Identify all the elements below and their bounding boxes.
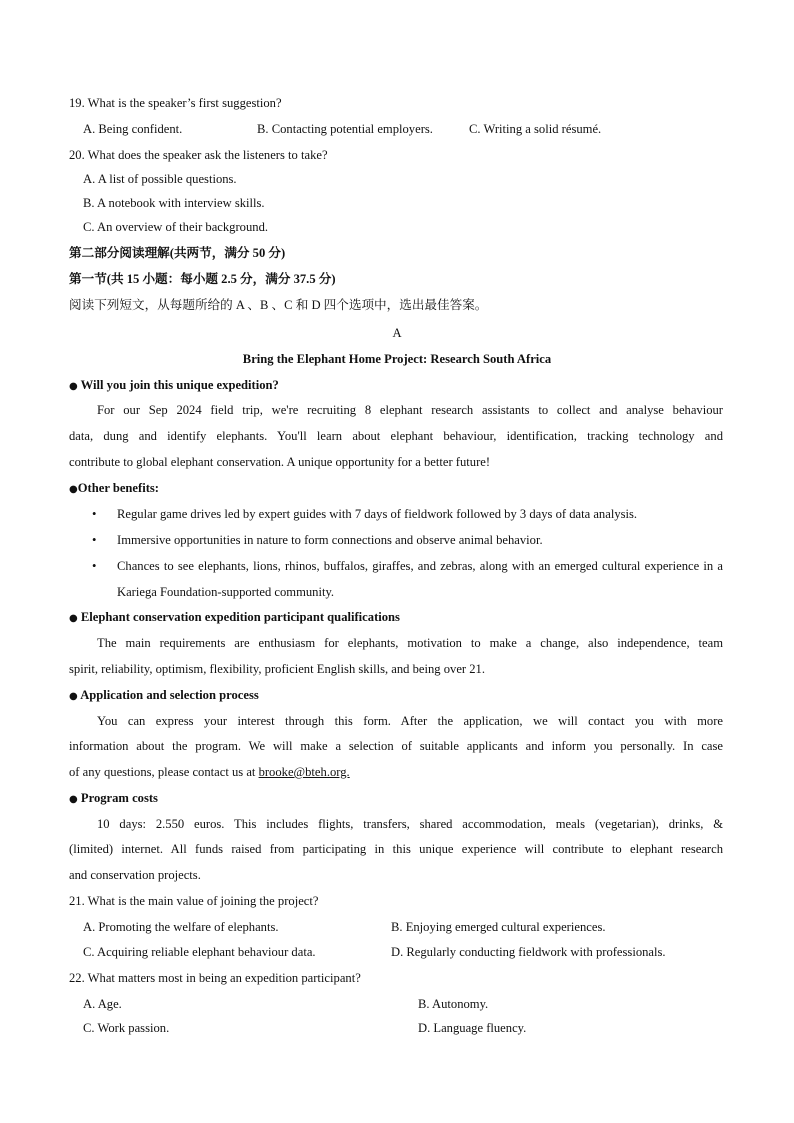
q20-option-a: A. A list of possible questions. [83, 172, 237, 186]
part-title: 第二部分阅读理解(共两节，满分 50 分) [69, 246, 286, 260]
instruction: 阅读下列短文，从每题所给的 A 、B 、C 和 D 四个选项中，选出最佳答案。 [69, 298, 488, 312]
q22-option-c: C. Work passion. [83, 1021, 170, 1035]
bullet-icon: ● [69, 691, 78, 702]
p1-line-3: contribute to global elephant conservation. A unique opportunity for a better future! [69, 455, 491, 469]
p1-line-2: data, dung and identify elephants. You'll learn about elephant behaviour, identification, tracking technology and [69, 429, 723, 443]
question-20: 20. What does the speaker ask the listeners to take? [69, 148, 328, 162]
p5-line-2: (limited) internet. All funds raised from participating in this unique experience will contribute to elephant research [69, 842, 723, 856]
bullet-icon: ● [69, 613, 78, 624]
question-21: 21. What is the main value of joining the project? [69, 894, 319, 908]
p5-line-1: 10 days: 2.550 euros. This includes flights, transfers, shared accommodation, meals (vegetarian), drinks, & [97, 817, 723, 831]
p5-line-3: and conservation projects. [69, 868, 201, 882]
q21-option-b: B. Enjoying emerged cultural experiences. [391, 920, 606, 934]
benefit-item-1: Regular game drives led by expert guides with 7 days of fieldwork followed by 3 days of data analysis. [117, 507, 638, 521]
p3-line-2: spirit, reliability, optimism, flexibility, proficient English skills, and being over 21. [69, 662, 486, 676]
q19-option-a: A. Being confident. [83, 122, 183, 136]
heading-qualifications: ● Elephant conservation expedition participant qualifications [69, 610, 400, 624]
passage-title: Bring the Elephant Home Project: Research South Africa [242, 352, 552, 366]
p4-line-3: of any questions, please contact us at brooke@bteh.org. [69, 765, 350, 779]
p4-line-1: You can express your interest through this form. After the application, we will contact you with more [97, 714, 723, 728]
passage-letter: A [392, 326, 402, 340]
q22-option-a: A. Age. [83, 997, 122, 1011]
q21-option-c: C. Acquiring reliable elephant behaviour data. [83, 945, 316, 959]
p1-line-1: For our Sep 2024 field trip, we're recruiting 8 elephant research assistants to collect and analyse behaviour [97, 403, 723, 417]
heading-benefits: ●Other benefits: [69, 481, 159, 495]
sub-section-title: 第一节(共 15 小题：每小题 2.5 分，满分 37.5 分) [69, 272, 336, 286]
question-19: 19. What is the speaker’s first suggestion? [69, 96, 282, 110]
q19-option-c: C. Writing a solid résumé. [469, 122, 602, 136]
benefit-item-2: Immersive opportunities in nature to form connections and observe animal behavior. [117, 533, 543, 547]
q22-option-b: B. Autonomy. [418, 997, 489, 1011]
q22-option-d: D. Language fluency. [418, 1021, 527, 1035]
p3-line-1: The main requirements are enthusiasm for elephants, motivation to make a change, also independence, team [97, 636, 723, 650]
p4-line-2: information about the program. We will make a selection of suitable applicants and inform you personally. In case [69, 739, 723, 753]
q20-option-c: C. An overview of their background. [83, 220, 269, 234]
q21-option-d: D. Regularly conducting fieldwork with professionals. [391, 945, 666, 959]
list-bullet-icon: • [92, 533, 97, 547]
q21-option-a: A. Promoting the welfare of elephants. [83, 920, 279, 934]
heading-costs: ● Program costs [69, 791, 158, 805]
list-bullet-icon: • [92, 507, 97, 521]
question-22: 22. What matters most in being an expedition participant? [69, 971, 361, 985]
heading-expedition: ● Will you join this unique expedition? [69, 378, 279, 392]
contact-email-link[interactable]: brooke@bteh.org. [258, 765, 350, 779]
bullet-icon: ● [69, 484, 78, 495]
benefit-item-3: Chances to see elephants, lions, rhinos, buffalos, giraffes, and zebras, along with an emerged cultural experience in a Kariega Foundation-supported community. [117, 559, 723, 599]
q20-option-b: B. A notebook with interview skills. [83, 196, 265, 210]
heading-application: ● Application and selection process [69, 688, 259, 702]
list-bullet-icon: • [92, 559, 97, 573]
bullet-icon: ● [69, 794, 78, 805]
bullet-icon: ● [69, 381, 78, 392]
q19-option-b: B. Contacting potential employers. [257, 122, 433, 136]
